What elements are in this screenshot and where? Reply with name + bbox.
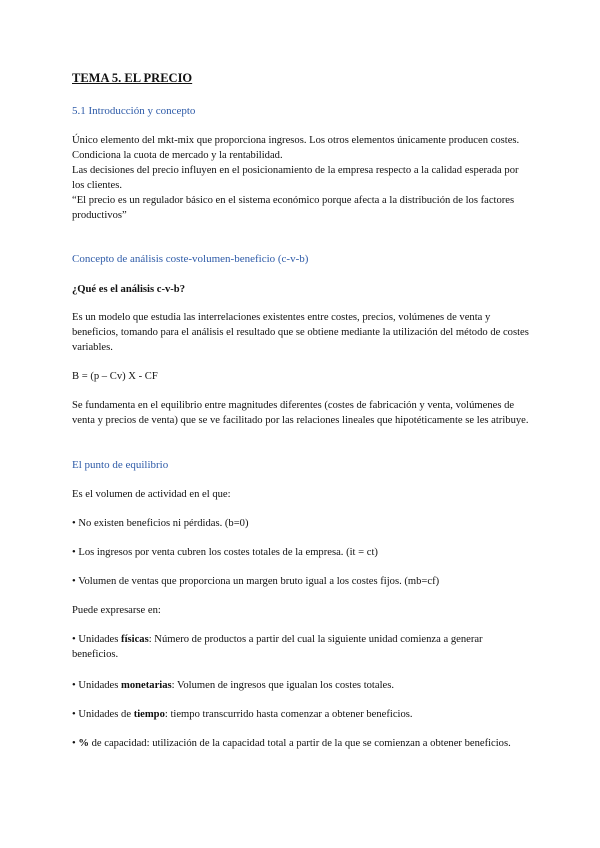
unit-prefix: Unidades: [78, 680, 122, 691]
intro-line: Las decisiones del precio influyen en el posicionamiento de la empresa respecto a la calidad esperada por los clientes.: [72, 165, 519, 191]
unit-term: %: [78, 738, 89, 749]
list-item: [72, 545, 530, 560]
page-title: TEMA 5. EL PRECIO: [72, 71, 193, 85]
bullet-icon: •: [72, 680, 76, 691]
bullet-icon: •: [72, 518, 76, 529]
formula: B = (p – Cv) X - CF: [72, 371, 158, 382]
section-heading-equilibrium: El punto de equilibrio: [72, 459, 169, 471]
list-item: [72, 574, 530, 589]
unit-prefix: Unidades: [78, 634, 122, 645]
bullet-icon: •: [72, 634, 76, 645]
unit-description: : Número de productos a partir del cual la siguiente unidad comienza a generar beneficios.: [72, 634, 483, 660]
bullet-icon: •: [72, 709, 76, 720]
bullet-icon: •: [72, 738, 76, 749]
list-item: [72, 707, 530, 722]
list-item-text: Los ingresos por venta cubren los costes totales de la empresa. (it = ct): [78, 547, 378, 558]
intro-line: “El precio es un regulador básico en el sistema económico porque afecta a la distribución de los factores productivos”: [72, 195, 515, 221]
unit-description: : tiempo transcurrido hasta comenzar a obtener beneficios.: [164, 709, 413, 720]
cvb-basis: Se fundamenta en el equilibrio entre magnitudes diferentes (costes de fabricación y venta, volúmenes de venta y precios de venta) que se ve facilitado por las relaciones lineales que hipotéticamente se les atribuye.: [72, 400, 529, 426]
unit-term: monetarias: [121, 680, 172, 691]
list-item-text: Volumen de ventas que proporciona un margen bruto igual a los costes fijos. (mb=cf): [78, 576, 440, 587]
section-heading-intro: 5.1 Introducción y concepto: [72, 105, 196, 117]
intro-line: Único elemento del mkt-mix que proporciona ingresos. Los otros elementos únicamente producen costes.: [72, 135, 520, 146]
equilibrium-intro: Es el volumen de actividad en el que:: [72, 489, 231, 500]
intro-line: Condiciona la cuota de mercado y la rentabilidad.: [72, 150, 283, 161]
intro-paragraph: [72, 133, 530, 223]
unit-term: físicas: [121, 634, 149, 645]
bullet-icon: •: [72, 547, 76, 558]
unit-description: de capacidad: utilización de la capacidad total a partir de la que se comienzan a obtener beneficios.: [88, 738, 511, 749]
list-item: [72, 632, 530, 662]
unit-term: tiempo: [133, 709, 165, 720]
list-item: [72, 736, 530, 751]
unit-description: : Volumen de ingresos que igualan los costes totales.: [171, 680, 394, 691]
list-item-text: No existen beneficios ni pérdidas. (b=0): [78, 518, 249, 529]
bullet-icon: •: [72, 576, 76, 587]
cvb-definition: Es un modelo que estudia las interrelaciones existentes entre costes, precios, volúmenes de venta y beneficios, tomando para el análisis el resultado que se obtiene mediante la utilización del método de costes variables.: [72, 312, 529, 353]
unit-prefix: Unidades de: [78, 709, 134, 720]
question-heading: ¿Qué es el análisis c-v-b?: [72, 284, 185, 295]
list-item: [72, 516, 530, 531]
express-intro: Puede expresarse en:: [72, 605, 161, 616]
section-heading-cvb: Concepto de análisis coste-volumen-beneficio (c-v-b): [72, 253, 309, 265]
list-item: [72, 678, 530, 693]
